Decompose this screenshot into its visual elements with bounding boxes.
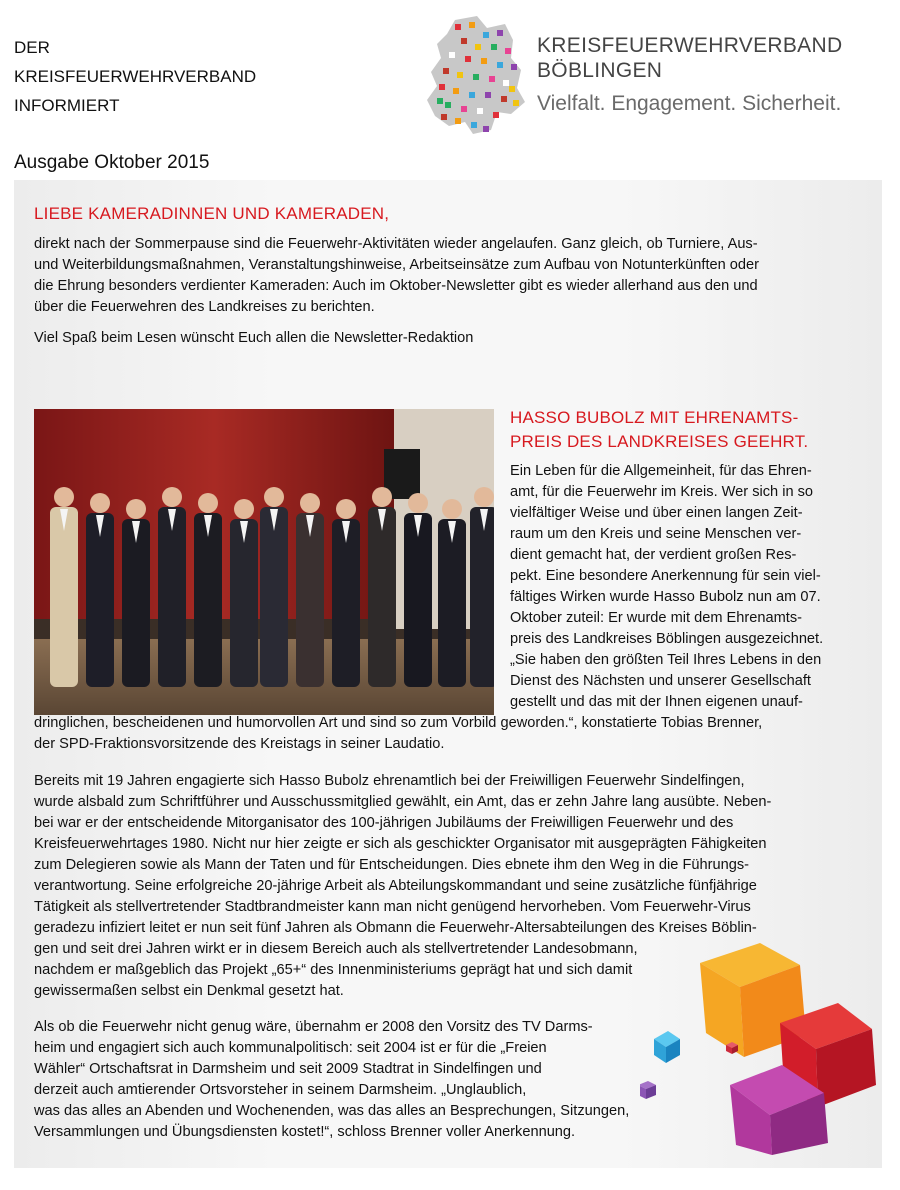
district-map-logo-icon bbox=[425, 14, 531, 136]
logo-pixel bbox=[471, 122, 477, 128]
issue-date: Ausgabe Oktober 2015 bbox=[14, 152, 210, 173]
person-head bbox=[474, 487, 494, 507]
heading-line: INFORMIERT bbox=[14, 96, 120, 115]
logo-pixel bbox=[473, 74, 479, 80]
intro-line: und Weiterbildungsmaßnahmen, Veranstaltungshinweise, Arbeitseinsätze zum Aufbau von Notunterkünften oder bbox=[34, 257, 759, 273]
heading-line: KREISFEUERWEHRVERBAND bbox=[14, 67, 257, 86]
logo-pixel bbox=[455, 118, 461, 124]
logo-pixel bbox=[449, 52, 455, 58]
intro-line: die Ehrung besonders verdienter Kameraden: Auch im Oktober-Newsletter gibt es wieder allerhand aus den und bbox=[34, 278, 758, 294]
logo-pixel bbox=[513, 100, 519, 106]
article-line: was das alles an Abenden und Wochenenden, was das alles an Besprechungen, Sitzungen, bbox=[34, 1103, 630, 1119]
person-body bbox=[158, 507, 186, 687]
article-line: gen und seit drei Jahren wirkt er in diesem Bereich auch als stellvertretender Landesobmann, bbox=[34, 941, 638, 957]
logo-pixel bbox=[483, 32, 489, 38]
person-body bbox=[86, 513, 114, 687]
article-right-column bbox=[510, 461, 860, 713]
person-head bbox=[372, 487, 392, 507]
article-line: nachdem er maßgeblich das Projekt „65+“ des Innenministeriums geprägt hat und sich damit bbox=[34, 962, 633, 978]
logo-pixel bbox=[485, 92, 491, 98]
logo-pixel bbox=[503, 80, 509, 86]
logo-pixel bbox=[493, 112, 499, 118]
logo-pixel bbox=[439, 84, 445, 90]
article-line: „Sie haben den größten Teil Ihres Lebens in den bbox=[510, 652, 822, 668]
article-line: gestellt und das mit der Ihnen eigenen unauf- bbox=[510, 694, 803, 710]
person-head bbox=[54, 487, 74, 507]
person-body bbox=[230, 519, 258, 687]
article-line: Dienst des Nächsten und unserer Gesellschaft bbox=[510, 673, 811, 689]
decorative-cubes-icon bbox=[640, 935, 885, 1155]
article-line: fältiges Wirken wurde Hasso Bubolz nun am 07. bbox=[510, 589, 821, 605]
article-line: Versammlungen und Übungsdiensten kostet!“, schloss Brenner voller Anerkennung. bbox=[34, 1124, 576, 1140]
person-body bbox=[260, 507, 288, 687]
person-head bbox=[408, 493, 428, 513]
article-line: gewissermaßen selbst ein Denkmal gesetzt hat. bbox=[34, 983, 344, 999]
logo-pixel bbox=[457, 72, 463, 78]
logo-pixel bbox=[469, 22, 475, 28]
intro-line: direkt nach der Sommerpause sind die Feuerwehr-Aktivitäten wieder angelaufen. Ganz gleich, ob Turniere, Aus- bbox=[34, 236, 758, 252]
person-head bbox=[264, 487, 284, 507]
article-line: raum um den Kreis und seine Menschen ver- bbox=[510, 526, 802, 542]
person-head bbox=[198, 493, 218, 513]
article-line: preis des Landkreises Böblingen ausgezeichnet. bbox=[510, 631, 824, 647]
logo-pixel bbox=[481, 58, 487, 64]
logo-pixel bbox=[497, 62, 503, 68]
intro-closing: Viel Spaß beim Lesen wünscht Euch allen die Newsletter-Redaktion bbox=[34, 330, 474, 346]
logo-pixel bbox=[475, 44, 481, 50]
intro-line: über die Feuerwehren des Landkreises zu berichten. bbox=[34, 299, 375, 315]
person-body bbox=[368, 507, 396, 687]
logo-pixel bbox=[453, 88, 459, 94]
article-line: Kreisfeuerwehrtages 1980. Nicht nur hier zeigte er sich als geschickter Organisator mit ausgeprägten Fähigkeiten bbox=[34, 836, 767, 852]
person-head bbox=[162, 487, 182, 507]
person-head bbox=[126, 499, 146, 519]
person-body bbox=[404, 513, 432, 687]
article-continuation bbox=[34, 713, 884, 755]
heading-line: DER bbox=[14, 38, 50, 57]
person-body bbox=[438, 519, 466, 687]
article-line: Oktober zuteil: Er wurde mit dem Ehrenamts- bbox=[510, 610, 802, 626]
logo-pixel bbox=[443, 68, 449, 74]
logo-pixel bbox=[491, 44, 497, 50]
person-head bbox=[442, 499, 462, 519]
logo-pixel bbox=[469, 92, 475, 98]
person-head bbox=[300, 493, 320, 513]
article-line: dient gemacht hat, der verdient großen Res- bbox=[510, 547, 797, 563]
logo-pixel bbox=[483, 126, 489, 132]
article-line: vielfältiger Weise und über einen langen Zeit- bbox=[510, 505, 803, 521]
article-title-line: HASSO BUBOLZ MIT EHRENAMTS- bbox=[510, 408, 799, 427]
logo-pixel bbox=[489, 76, 495, 82]
logo-pixel bbox=[461, 38, 467, 44]
article-line: derzeit auch amtierender Ortsvorsteher in seinem Darmsheim. „Unglaublich, bbox=[34, 1082, 527, 1098]
intro-title: LIEBE KAMERADINNEN UND KAMERADEN, bbox=[34, 204, 390, 223]
person-body bbox=[122, 519, 150, 687]
org-tagline: Vielfalt. Engagement. Sicherheit. bbox=[537, 92, 842, 115]
newsletter-heading bbox=[14, 33, 374, 120]
logo-pixel bbox=[477, 108, 483, 114]
logo-pixel bbox=[441, 114, 447, 120]
article-line: pekt. Eine besondere Anerkennung für sein viel- bbox=[510, 568, 821, 584]
person-body bbox=[296, 513, 324, 687]
person-head bbox=[90, 493, 110, 513]
article-line: der SPD-Fraktionsvorsitzende des Kreistags in seiner Laudatio. bbox=[34, 736, 445, 752]
logo-pixel bbox=[461, 106, 467, 112]
group-photo-icon bbox=[34, 409, 494, 715]
article-line: bei war er der entscheidende Mitorganisator des 100-jährigen Jubiläums der Freiwilligen Feuerwehr und des bbox=[34, 815, 734, 831]
article-line: verantwortung. Seine erfolgreiche 20-jährige Arbeit als Abteilungskommandant und seine zusätzliche fünfjährige bbox=[34, 878, 757, 894]
article-title bbox=[510, 406, 840, 454]
person-body bbox=[332, 519, 360, 687]
article-line: dringlichen, bescheidenen und humorvollen Art und sind so zum Vorbild geworden.“, konstatierte Tobias Brenner, bbox=[34, 715, 763, 731]
article-line: wurde alsbald zum Schriftführer und Ausschussmitglied gewählt, ein Amt, das er zehn Jahre lang ausübte. Neben- bbox=[34, 794, 772, 810]
person-body bbox=[470, 507, 494, 687]
intro-text bbox=[34, 234, 850, 359]
org-name-line1: KREISFEUERWEHRVERBAND bbox=[537, 34, 843, 57]
logo-pixel bbox=[501, 96, 507, 102]
logo-pixel bbox=[465, 56, 471, 62]
article-title-line: PREIS DES LANDKREISES GEEHRT. bbox=[510, 432, 809, 451]
article-line: Wähler“ Ortschaftsrat in Darmsheim und seit 2009 Stadtrat in Sindelfingen und bbox=[34, 1061, 542, 1077]
logo-pixel bbox=[505, 48, 511, 54]
article-line: Als ob die Feuerwehr nicht genug wäre, übernahm er 2008 den Vorsitz des TV Darms- bbox=[34, 1019, 593, 1035]
article-line: Ein Leben für die Allgemeinheit, für das Ehren- bbox=[510, 463, 812, 479]
article-line: geradezu infiziert leitet er nun seit fünf Jahren als Obmann die Feuerwehr-Altersabteilungen des Kreises Böblin- bbox=[34, 920, 757, 936]
article-line: Tätigkeit als stellvertretender Stadtbrandmeister kann man nicht genügend hervorheben. Vom Feuerwehr-Virus bbox=[34, 899, 751, 915]
logo-pixel bbox=[455, 24, 461, 30]
org-name-line2: BÖBLINGEN bbox=[537, 59, 663, 82]
article-line: Bereits mit 19 Jahren engagierte sich Hasso Bubolz ehrenamtlich bei der Freiwilligen Feuerwehr Sindelfingen, bbox=[34, 773, 745, 789]
article-line: heim und engagiert sich auch kommunalpolitisch: seit 2004 ist er für die „Freien bbox=[34, 1040, 547, 1056]
logo-pixel bbox=[509, 86, 515, 92]
person-body bbox=[194, 513, 222, 687]
article-line: zum Delegieren sowie als Mann der Taten und für Entscheidungen. Dies ebnete ihm den Weg in die Führungs- bbox=[34, 857, 749, 873]
logo-pixel bbox=[445, 102, 451, 108]
article-line: amt, für die Feuerwehr im Kreis. Wer sich in so bbox=[510, 484, 814, 500]
org-logo-text bbox=[537, 33, 892, 116]
award-group-photo bbox=[34, 409, 494, 715]
logo-pixel bbox=[511, 64, 517, 70]
logo-pixel bbox=[437, 98, 443, 104]
person-head bbox=[336, 499, 356, 519]
person-head bbox=[234, 499, 254, 519]
person-body bbox=[50, 507, 78, 687]
logo-pixel bbox=[497, 30, 503, 36]
